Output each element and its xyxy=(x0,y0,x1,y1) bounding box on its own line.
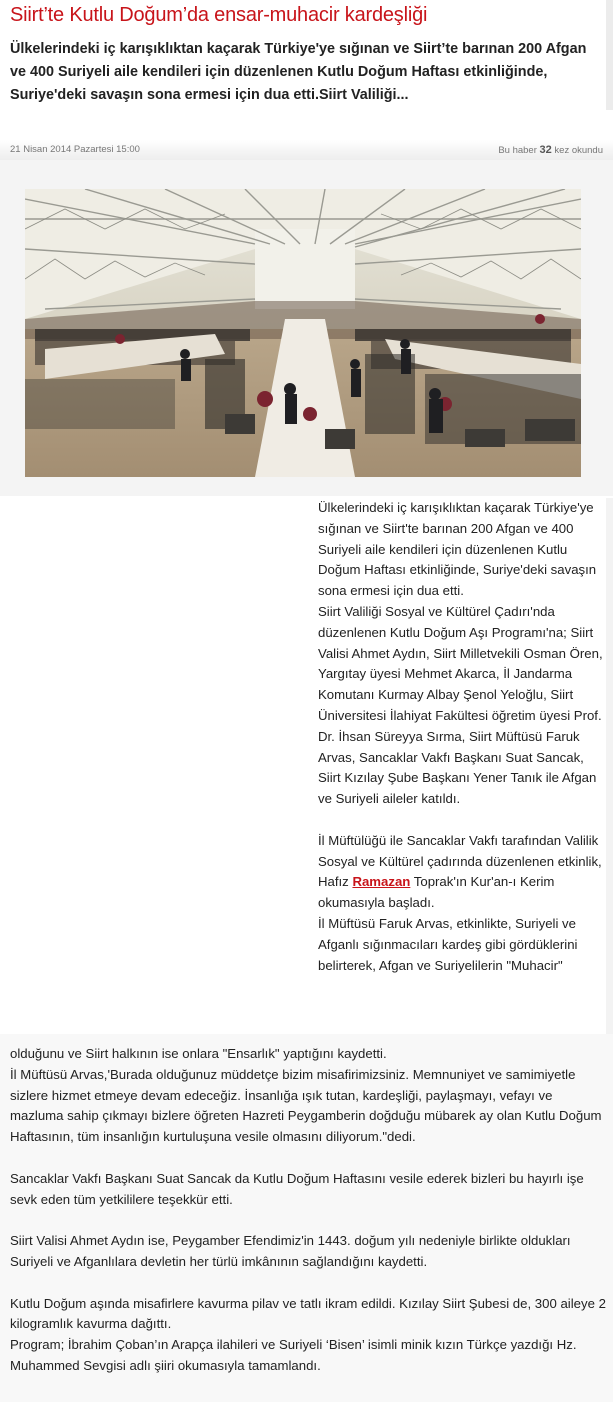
body-paragraph-2: Siirt Valiliği Sosyal ve Kültürel Çadırı'nda düzenlenen Kutlu Doğum Aşı Programı'na; Siirt Valisi Ahmet Aydın, Siirt Milletvekili Osman Ören, Yargıtay üyesi Mehmet Akarca, İl Jandarma Komutanı Kurmay Albay Şenol Yeloğlu, Siirt Üniversitesi İlahiyat Fakültesi öğretim üyesi Prof. Dr. İhsan Süreyya Sırma, Siirt Müftüsü Faruk Arvas, Sancaklar Vakfı Başkanı Suat Sancak, Siirt Kızılay Şube Başkanı Yener Tanık ile Afgan ve Suriyeli aileler katıldı. xyxy=(318,603,603,807)
body-paragraph-1: Ülkelerindeki iç karışıklıktan kaçarak Türkiye'ye sığınan ve Siirt'te barınan 200 Afgan ve 400 Suriyeli aile kendileri için düzenlenen Kutlu Doğum Haftası etkinliğinde, Suriye'deki savaşın sona ermesi için dua etti. xyxy=(318,500,597,599)
ramazan-link[interactable]: Ramazan xyxy=(352,874,411,890)
read-counter-suffix: kez okundu xyxy=(554,145,603,156)
article-summary: Ülkelerindeki iç karışıklıktan kaçarak Türkiye'ye sığınan ve Siirt’te barınan 200 Afgan ve 400 Suriyeli aile kendileri için düzenlenen Kutlu Doğum Haftası etkinliğinde, Suriye'deki savaşın sona ermesi için dua etti.Siirt Valiliği... xyxy=(10,41,587,103)
paragraph-gap xyxy=(10,1273,606,1294)
body-paragraph-4-part-2: olduğunu ve Siirt halkının ise onlara "Ensarlık" yaptığını kaydetti. xyxy=(10,1046,387,1061)
body-paragraph-4-part-1: İl Müftüsü Faruk Arvas, etkinlikte, Suriyeli ve Afganlı sığınmacıları kardeş gibi gördüklerini belirterek, Afgan ve Suriyelilerin "Muhacir" xyxy=(318,915,578,973)
photo-container xyxy=(0,160,613,496)
paragraph-gap xyxy=(318,810,608,831)
body-paragraph-8: Kutlu Doğum aşında misafirlere kavurma pilav ve tatlı ikram edildi. Kızılay Siirt Şubesi de, 300 aileye 2 kilogramlık kavurma dağıttı. xyxy=(10,1295,606,1332)
article-meta-bar xyxy=(0,140,613,160)
body-paragraph-3-start: İl Müftülüğü ile Sancaklar Vakfı tarafından Valilik Sosyal ve Kültürel çadırında düzenlenen etkinlik, Hafız xyxy=(318,832,602,890)
body-paragraph-9: Program; İbrahim Çoban’ın Arapça ilahileri ve Suriyeli ‘Bisen’ isimli minik kızın Türkçe yazdığı Hz. Muhammed Sevgisi adlı şiiri okumasıyla tamamlandı. xyxy=(10,1337,577,1373)
tent-event-photo xyxy=(25,189,581,477)
article-date: 21 Nisan 2014 Pazartesi 15:00 xyxy=(10,144,140,155)
read-count: 32 xyxy=(539,144,552,156)
body-paragraph-3-end: Toprak'ın Kur'an-ı Kerim okumasıyla başladı. xyxy=(318,874,555,911)
article-title: Siirt’te Kutlu Doğum’da ensar-muhacir kardeşliği xyxy=(10,4,428,26)
paragraph-gap xyxy=(10,1210,606,1231)
read-counter xyxy=(498,144,603,156)
article-photo[interactable] xyxy=(25,189,581,477)
body-paragraph-5: İl Müftüsü Arvas,'Burada olduğunuz müddetçe bizim misafirimizsiniz. Memnuniyet ve samimiyetle sizlere hizmet etmeye devam edeceğiz. İnsanlığa ışık tutan, kardeşliği, paylaşmayı, vefayı ve mazluma sahip çıkmayı bizlere öğreten Hazreti Peygamberin doğduğu mübarek ay olan Kutlu Doğum Haftasının, tüm insanlığın kurtuluşuna vesile olmasını diliyorum."dedi. xyxy=(10,1066,602,1145)
paragraph-gap xyxy=(10,1148,606,1169)
body-paragraph-6: Sancaklar Vakfı Başkanı Suat Sancak da Kutlu Doğum Haftasını vesile ederek bizleri bu hayırlı işe sevk eden tüm yetkililere teşekkür etti. xyxy=(10,1170,584,1207)
body-paragraph-3 xyxy=(318,831,608,914)
read-counter-prefix: Bu haber xyxy=(498,145,537,156)
body-paragraph-7: Siirt Valisi Ahmet Aydın ise, Peygamber Efendimiz'in 1443. doğum yılı nedeniyle birlikte oldukları Suriyeli ve Afganlılara devletin her türlü imkânının sağlandığını kaydetti. xyxy=(10,1233,571,1269)
article-body-column xyxy=(318,498,608,976)
article-body-full xyxy=(10,1044,606,1377)
